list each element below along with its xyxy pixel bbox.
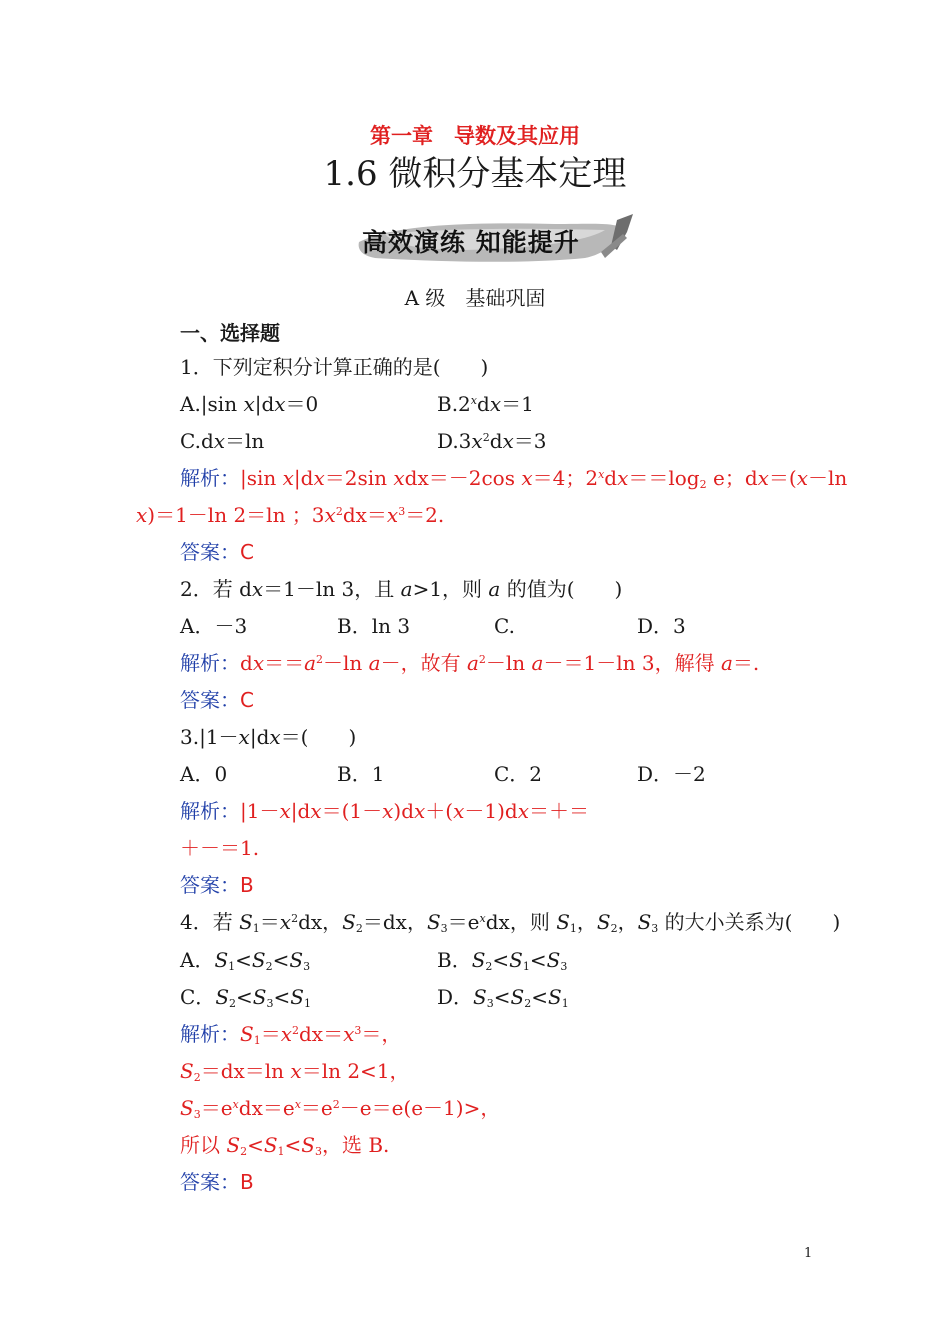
q3-option-d: D．－2 — [637, 762, 706, 786]
page-number: 1 — [804, 1246, 813, 1261]
q1-option-a: A.|sin x|dx＝0 — [180, 392, 319, 416]
q1-answer: 答案：C — [180, 540, 254, 564]
q2-option-a: A．－3 — [180, 614, 248, 638]
q1-option-d: $D.3x^2dx=3$ — [437, 429, 547, 453]
q1-option-c: C.dx＝ln — [180, 429, 265, 453]
q2-stem: 2．若 dx＝1－ln 3，且 a>1，则 a 的值为( ) — [180, 577, 623, 601]
level-heading: A 级 基础巩固 — [404, 286, 546, 310]
q3-answer: 答案：B — [180, 873, 254, 897]
q1-analysis-line1: 解析：|sin x|dx＝2sin xdx＝－2cos x＝4；$2^xdx==\log_2$ e；dx＝(x－ln — [180, 466, 848, 491]
page-title: 1.6 微积分基本定理 — [323, 154, 627, 194]
q2-option-c: C. — [494, 614, 515, 638]
banner-title: 高效演练 知能提升 — [362, 228, 580, 257]
q1-analysis-line2: x)＝1－ln 2＝ln ；$3x^2dx=x^3=2$. — [136, 503, 445, 527]
section-heading: 一、选择题 — [180, 321, 280, 345]
q3-stem: 3.|1－x|dx＝( ) — [180, 725, 357, 749]
analysis-label: 解析： — [180, 466, 240, 490]
q4-option-d: D．$S_3<S_2<S_1$ — [437, 985, 569, 1010]
q4-stem: 4．若 $S_1=x^2dx$，$S_2=dx$，$S_3=e^xdx$，则 $S_1$，$S_2$，$S_3$ 的大小关系为( ) — [180, 910, 841, 935]
q2-answer: 答案：C — [180, 688, 254, 712]
q3-analysis-line2: ＋－＝1. — [180, 836, 260, 860]
q4-analysis-line3: $S_3=e^xdx=e^x=e^2-e=e(e-1)>$， — [180, 1096, 501, 1121]
q2-analysis: 解析：$dx==a^2-\ln$ a－，故有 $a^2-\ln$ a－＝1－ln 3，解得 a＝. — [180, 651, 760, 675]
q4-analysis-line4: 所以 $S_2<S_1<S_3$，选 B. — [180, 1133, 390, 1158]
q3-option-c: C．2 — [494, 762, 543, 786]
answer-label: 答案： — [180, 540, 240, 564]
q1-option-b: $B.2^xdx=1$ — [437, 392, 534, 416]
q3-option-b: B．1 — [337, 762, 385, 786]
q4-analysis-line2: $S_2=dx=\ln$ x＝ln 2<1， — [180, 1059, 410, 1084]
q1-stem: 1．下列定积分计算正确的是( ) — [180, 355, 489, 379]
q2-option-b: B．ln 3 — [337, 614, 411, 638]
q4-option-a: A．$S_1<S_2<S_3$ — [180, 948, 311, 973]
q2-option-d: D．3 — [637, 614, 686, 638]
q3-analysis-line1: 解析：|1－x|dx＝(1－x)dx＋(x－1)dx＝＋＝ — [180, 799, 589, 823]
q3-option-a: A．0 — [180, 762, 228, 786]
q4-analysis-line1: 解析：$S_1=x^2dx=x^3=$， — [180, 1022, 402, 1047]
q4-option-b: B．$S_2<S_1<S_3$ — [437, 948, 568, 973]
q4-option-c: C．$S_2<S_3<S_1$ — [180, 985, 311, 1010]
q4-answer: 答案：B — [180, 1170, 254, 1194]
chapter-heading: 第一章 导数及其应用 — [370, 124, 580, 148]
